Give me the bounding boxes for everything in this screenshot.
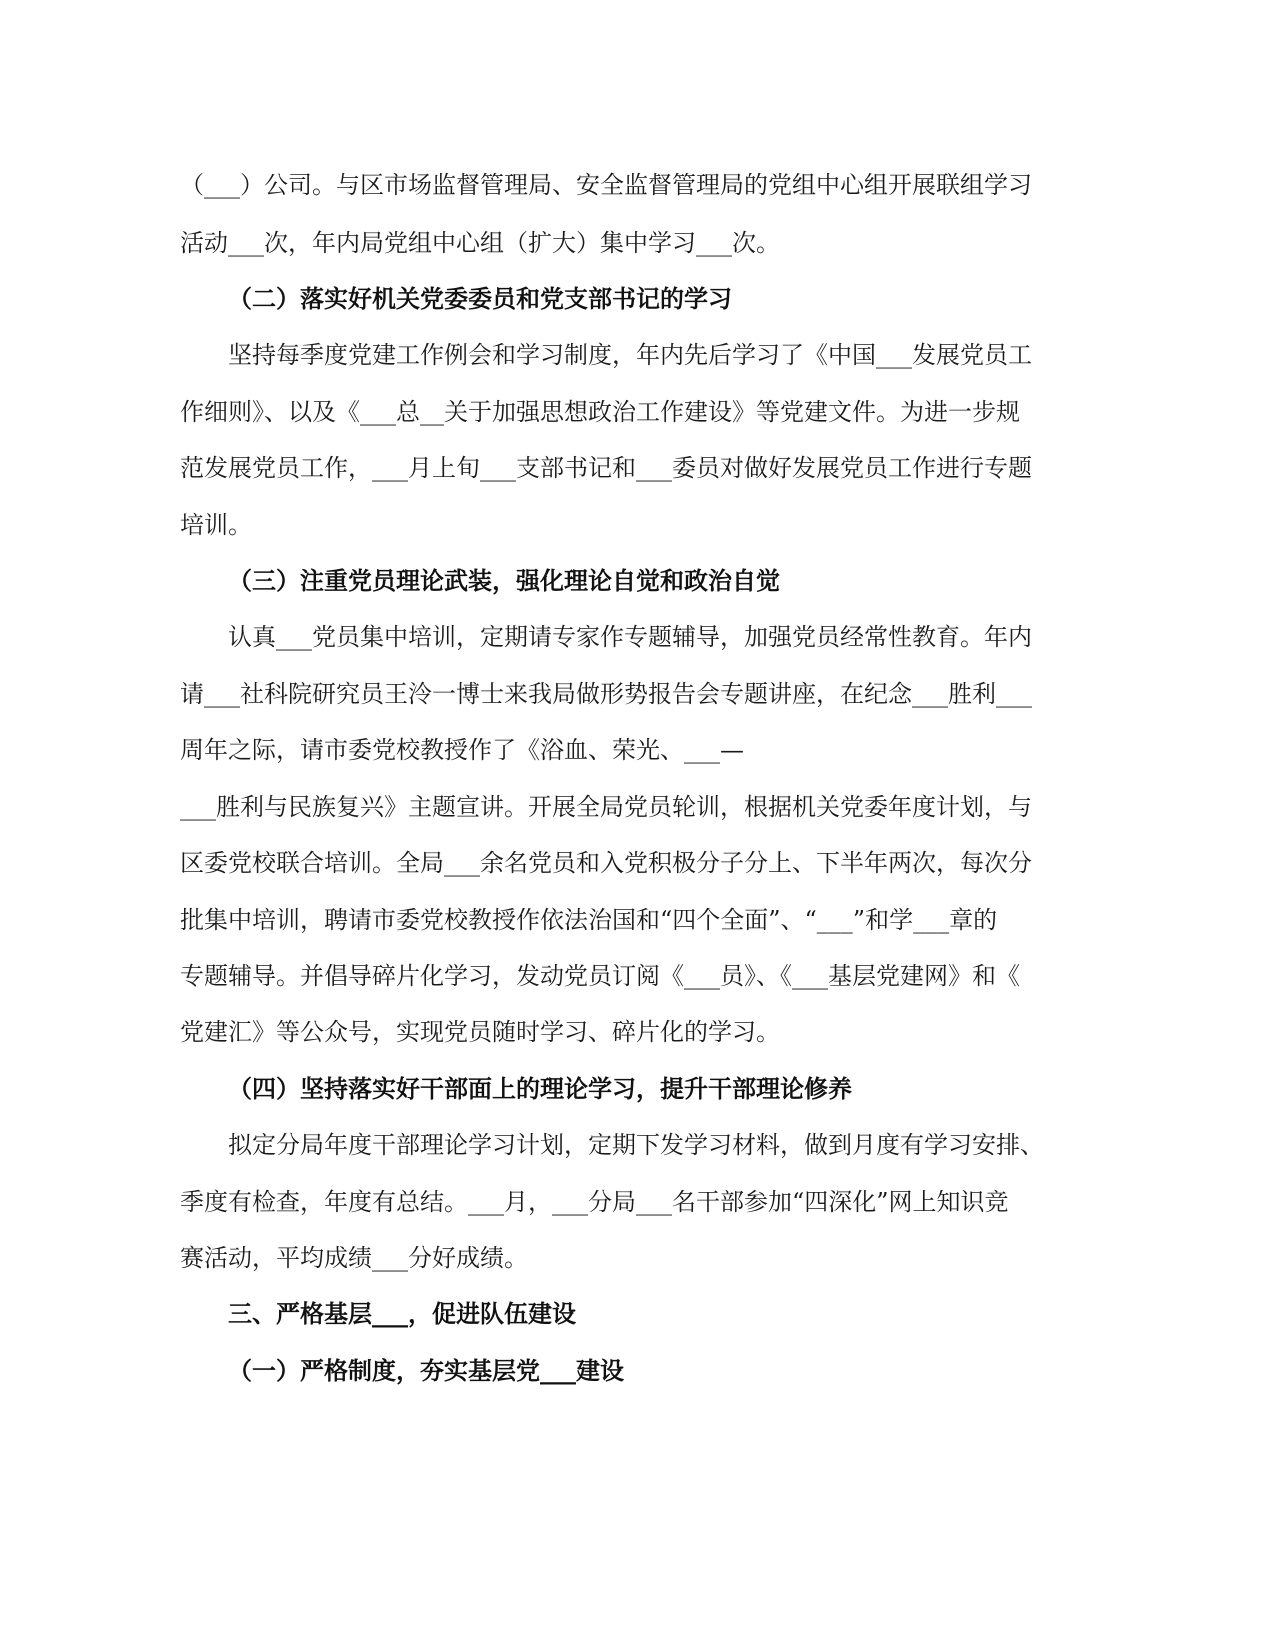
body-text-line: 批集中培训，聘请市委党校教授作依法治国和“四个全面”、“___”和学___章的 <box>180 906 998 934</box>
body-text-line: 培训。 <box>180 511 252 539</box>
body-text-line: 坚持每季度党建工作例会和学习制度，年内先后学习了《中国___发展党员工 <box>228 341 1032 369</box>
body-text-line: 范发展党员工作，___月上旬___支部书记和___委员对做好发展党员工作进行专题 <box>180 454 1032 482</box>
body-text-line: 赛活动，平均成绩___分好成绩。 <box>180 1244 528 1272</box>
body-text-line: 季度有检查，年度有总结。___月，___分局___名干部参加“四深化”网上知识竞 <box>180 1188 1009 1216</box>
chapter-heading: 三、严格基层___，促进队伍建设 <box>228 1299 576 1328</box>
section-heading: （三）注重党员理论武装，强化理论自觉和政治自觉 <box>228 566 780 595</box>
body-text-line: （___）公司。与区市场监督管理局、安全监督管理局的党组中心组开展联组学习 <box>180 171 1032 199</box>
section-heading: （一）严格制度，夯实基层党___建设 <box>228 1356 624 1385</box>
section-heading: （四）坚持落实好干部面上的理论学习，提升干部理论修养 <box>228 1074 852 1103</box>
body-text-line: 区委党校联合培训。全局___余名党员和入党积极分子分上、下半年两次，每次分 <box>180 849 1032 877</box>
body-text-line: ___胜利与民族复兴》主题宣讲。开展全局党员轮训，根据机关党委年度计划，与 <box>180 793 1032 821</box>
body-text-line: 请___社科院研究员王泠一博士来我局做形势报告会专题讲座，在纪念___胜利___ <box>180 680 1032 708</box>
body-text-line: 周年之际，请市委党校教授作了《浴血、荣光、___— <box>180 736 744 764</box>
section-heading: （二）落实好机关党委委员和党支部书记的学习 <box>228 284 732 313</box>
body-text-line: 专题辅导。并倡导碎片化学习，发动党员订阅《___员》、《___基层党建网》和《 <box>180 962 1020 990</box>
body-text-line: 认真___党员集中培训，定期请专家作专题辅导，加强党员经常性教育。年内 <box>228 623 1032 651</box>
body-text-line: 活动___次，年内局党组中心组（扩大）集中学习___次。 <box>180 229 780 257</box>
body-text-line: 拟定分局年度干部理论学习计划，定期下发学习材料，做到月度有学习安排、 <box>228 1131 1044 1159</box>
body-text-line: 党建汇》等公众号，实现党员随时学习、碎片化的学习。 <box>180 1018 780 1046</box>
body-text-line: 作细则》、以及《___总__关于加强思想政治工作建设》等党建文件。为进一步规 <box>180 398 1020 426</box>
